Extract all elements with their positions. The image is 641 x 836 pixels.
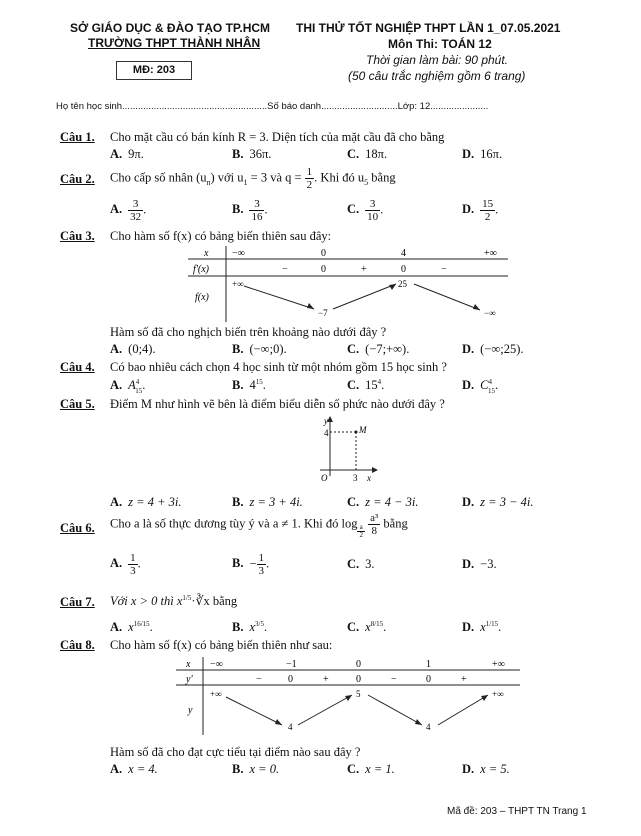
question-label: Câu 4.	[60, 360, 95, 374]
point-m	[355, 431, 358, 434]
exam-title: THI THỬ TỐT NGHIỆP THPT LẦN 1_07.05.2021	[296, 21, 561, 35]
svg-text:x: x	[186, 659, 191, 670]
svg-text:−∞: −∞	[210, 659, 223, 670]
variation-table-q3	[188, 246, 508, 322]
option-b: B. z = 3 + 4i.	[232, 495, 303, 509]
fp-label: f'(x)	[193, 264, 210, 275]
option-d: D. $C^4_{15}$.	[462, 378, 499, 395]
question-text: Cho hàm số f(x) có bảng biến thiên sau đây:	[110, 229, 332, 243]
question-label: Câu 3.	[60, 229, 95, 243]
exam-code-box: MĐ: 203	[116, 61, 192, 80]
option-b: B. $4^{15}$.	[232, 378, 266, 393]
option-a: A. 9π.	[110, 147, 144, 161]
variation-table-q8	[176, 657, 520, 735]
svg-text:x: x	[367, 473, 371, 483]
x-val: −∞	[232, 248, 245, 259]
option-d: D. −3.	[462, 557, 497, 571]
question-label: Câu 8.	[60, 638, 95, 652]
exam-note: (50 câu trắc nghiệm gồm 6 trang)	[348, 69, 526, 83]
option-c: C. $\frac{3}{10}$ .	[347, 198, 384, 223]
question-text: Cho a là số thực dương tùy ý và a ≠ 1. Khi đó log $\frac{a}{2}$ $\frac{\text{a³}}{8}$ bằng	[110, 512, 408, 540]
x-val: +∞	[484, 248, 497, 259]
question-text: Hàm số đã cho đạt cực tiểu tại điểm nào sau đây ?	[110, 745, 361, 759]
option-b: B. $\frac{3}{16}$ .	[232, 198, 268, 223]
svg-text:3: 3	[353, 473, 358, 483]
x-val: 0	[321, 248, 326, 259]
option-c: C. $15^4$.	[347, 378, 385, 393]
question-text: Có bao nhiêu cách chọn 4 học sinh từ một nhóm gồm 15 học sinh ?	[110, 360, 447, 374]
complex-plane-plot	[310, 414, 380, 484]
option-a: A. x = 4.	[110, 762, 158, 776]
option-c: C. $x^{8/15}$.	[347, 620, 387, 635]
f-val: −7	[318, 308, 328, 318]
x-val: 4	[401, 248, 406, 259]
sign: +	[361, 264, 367, 275]
arrow-down	[244, 286, 314, 309]
svg-text:+∞: +∞	[492, 689, 504, 699]
svg-text:0: 0	[356, 659, 361, 670]
arrow-down	[414, 284, 480, 310]
student-info-line: Họ tên học sinh.......................................................Số báo danh.............................Lớp: 12......................	[56, 101, 489, 112]
sign: −	[441, 264, 447, 275]
question-label: Câu 2.	[60, 172, 95, 186]
svg-text:y': y'	[186, 674, 193, 685]
sign: 0	[321, 264, 326, 275]
svg-text:−: −	[256, 674, 262, 685]
option-c: C. 3.	[347, 557, 375, 571]
question-text: Cho hàm số f(x) có bảng biến thiên như sau:	[110, 638, 333, 652]
svg-text:0: 0	[426, 674, 431, 685]
question-text: Hàm số đã cho nghịch biến trên khoảng nào dưới đây ?	[110, 325, 387, 339]
question-text: Điểm M như hình vẽ bên là điểm biểu diễn số phức nào dưới đây ?	[110, 397, 445, 411]
sign: 0	[401, 264, 406, 275]
option-d: D. 16π.	[462, 147, 503, 161]
option-a: A. (0;4).	[110, 342, 156, 356]
option-b: B. $x^{3/5}$.	[232, 620, 268, 635]
option-a: A. $x^{16/15}$.	[110, 620, 153, 635]
svg-text:5: 5	[356, 689, 361, 699]
subject: Môn Thi: TOÁN 12	[388, 37, 492, 51]
arrow-up	[333, 284, 396, 309]
f-label: f(x)	[195, 292, 209, 303]
svg-text:0: 0	[288, 674, 293, 685]
option-d: D. $x^{1/15}$.	[462, 620, 502, 635]
question-text: Cho cấp số nhân $(u_n)$ với $u_1 = 3$ và q = $\frac{1}{2}$ . Khi đó $u_5$ bằng	[110, 166, 396, 191]
svg-text:−: −	[391, 674, 397, 685]
option-d: D. (−∞;25).	[462, 342, 524, 356]
svg-text:4: 4	[426, 722, 431, 732]
option-a: A. $A^4_{15}$.	[110, 378, 146, 395]
option-c: C. (−7;+∞).	[347, 342, 410, 356]
option-d: D. x = 5.	[462, 762, 510, 776]
svg-text:y: y	[324, 416, 328, 426]
x-label: x	[204, 248, 209, 259]
f-val: 25	[398, 279, 407, 289]
option-d: D. $\frac{15}{2}$ .	[462, 198, 499, 223]
duration: Thời gian làm bài: 90 phút.	[366, 53, 509, 67]
svg-text:−1: −1	[286, 659, 297, 670]
dept-title: SỞ GIÁO DỤC & ĐÀO TẠO TP.HCM	[70, 21, 271, 35]
svg-text:0: 0	[356, 674, 361, 685]
f-val: −∞	[484, 308, 496, 318]
svg-text:+: +	[461, 674, 467, 685]
svg-text:+∞: +∞	[210, 689, 222, 699]
question-label: Câu 1.	[60, 130, 95, 144]
question-text: Với x > 0 thì $x^{1/5}\cdot∛x$ bằng	[110, 593, 238, 608]
svg-text:y: y	[188, 705, 193, 716]
option-c: C. 18π.	[347, 147, 388, 161]
option-b: B. (−∞;0).	[232, 342, 287, 356]
svg-text:O: O	[321, 473, 328, 483]
svg-text:M: M	[359, 425, 367, 435]
f-val: +∞	[232, 279, 244, 289]
question-label: Câu 6.	[60, 521, 95, 535]
option-a: A. $\frac{3}{32}$ .	[110, 198, 147, 223]
option-b: B. − $\frac{1}{3}$ .	[232, 552, 270, 577]
option-b: B. x = 0.	[232, 762, 280, 776]
option-c: C. x = 1.	[347, 762, 395, 776]
svg-text:+∞: +∞	[492, 659, 505, 670]
page-footer: Mã đề: 203 – THPT TN Trang 1	[447, 806, 587, 817]
option-b: B. 36π.	[232, 147, 272, 161]
svg-text:4: 4	[288, 722, 293, 732]
school-name: TRƯỜNG THPT THÀNH NHÂN	[88, 36, 261, 50]
question-label: Câu 5.	[60, 397, 95, 411]
question-label: Câu 7.	[60, 595, 95, 609]
svg-text:+: +	[323, 674, 329, 685]
option-d: D. z = 3 − 4i.	[462, 495, 534, 509]
option-a: A. z = 4 + 3i.	[110, 495, 182, 509]
option-a: A. $\frac{1}{3}$ .	[110, 552, 141, 577]
sign: −	[282, 264, 288, 275]
svg-text:4: 4	[324, 428, 329, 438]
question-text: Cho mặt cầu có bán kính R = 3. Diện tích của mặt cầu đã cho bằng	[110, 130, 445, 144]
svg-text:1: 1	[426, 659, 431, 670]
option-c: C. z = 4 − 3i.	[347, 495, 419, 509]
